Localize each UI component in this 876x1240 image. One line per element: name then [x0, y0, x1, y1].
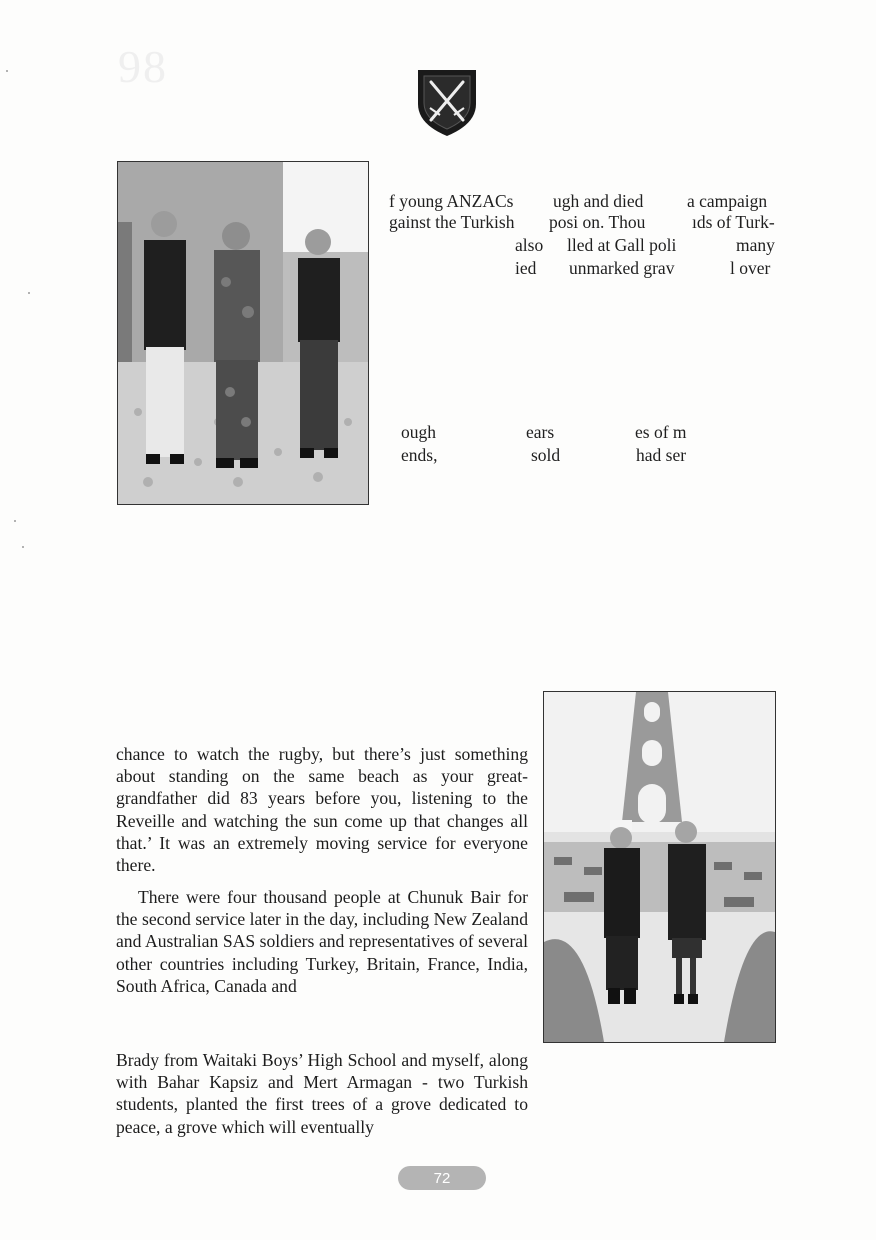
- scan-speck: [28, 292, 30, 294]
- scan-speck: [22, 546, 24, 548]
- scan-speck: [14, 520, 16, 522]
- paragraph-text: Brady from Waitaki Boys’ High School and myself, along with Bahar Kapsiz and Mert Armagan - two Turkish students, planted the first trees of a grove dedicated to peace, a grove which will eventually: [116, 1050, 528, 1137]
- crossed-swords-shield-icon: [416, 68, 478, 138]
- page-number: 72: [433, 1169, 451, 1187]
- body-paragraph-1: [116, 743, 528, 876]
- paragraph-text: chance to watch the rugby, but there’s just something about standing on the same beach as your great-grandfather did 83 years before you, listening to the Reveille and watching the sun come up that changes all that.’ It was an extremely moving service for everyone there.: [116, 744, 528, 876]
- faint-header-number: 98: [118, 41, 168, 92]
- text-fragment: l over: [730, 258, 771, 278]
- text-fragment: lled at Gall poli: [567, 235, 677, 255]
- group-photo-courtyard: [117, 161, 369, 505]
- memorial-photo: [543, 691, 776, 1043]
- text-fragment: ıds of Turk-: [692, 212, 775, 232]
- text-fragment: unmarked grav: [569, 258, 675, 278]
- text-fragment: ends,: [401, 445, 438, 465]
- text-fragment: gainst the Turkish: [389, 212, 515, 232]
- text-fragment: many: [736, 235, 775, 255]
- text-fragment: es of m: [635, 422, 687, 442]
- text-fragment: had ser: [636, 445, 687, 465]
- paragraph-text: There were four thousand people at Chunuk Bair for the second service later in the day, including New Zealand and Australian SAS soldiers and representatives of several other countries including Turkey, Britain, France, India, South Africa, Canada and: [116, 887, 528, 996]
- text-fragment: ears: [526, 422, 555, 442]
- scan-speck: [6, 70, 8, 72]
- text-fragment: sold: [531, 445, 561, 465]
- text-fragment: ugh and died: [553, 191, 644, 211]
- body-paragraph-2: [116, 886, 528, 997]
- body-paragraph-3: [116, 1049, 528, 1138]
- text-fragment: posi on. Thou: [549, 212, 646, 232]
- text-fragment: ied: [515, 258, 537, 278]
- text-fragment: f young ANZACs: [389, 191, 514, 211]
- text-fragment: ough: [401, 422, 436, 442]
- text-fragment: a campaign: [687, 191, 768, 211]
- text-fragment: also: [515, 235, 544, 255]
- page-number-badge: [398, 1166, 486, 1190]
